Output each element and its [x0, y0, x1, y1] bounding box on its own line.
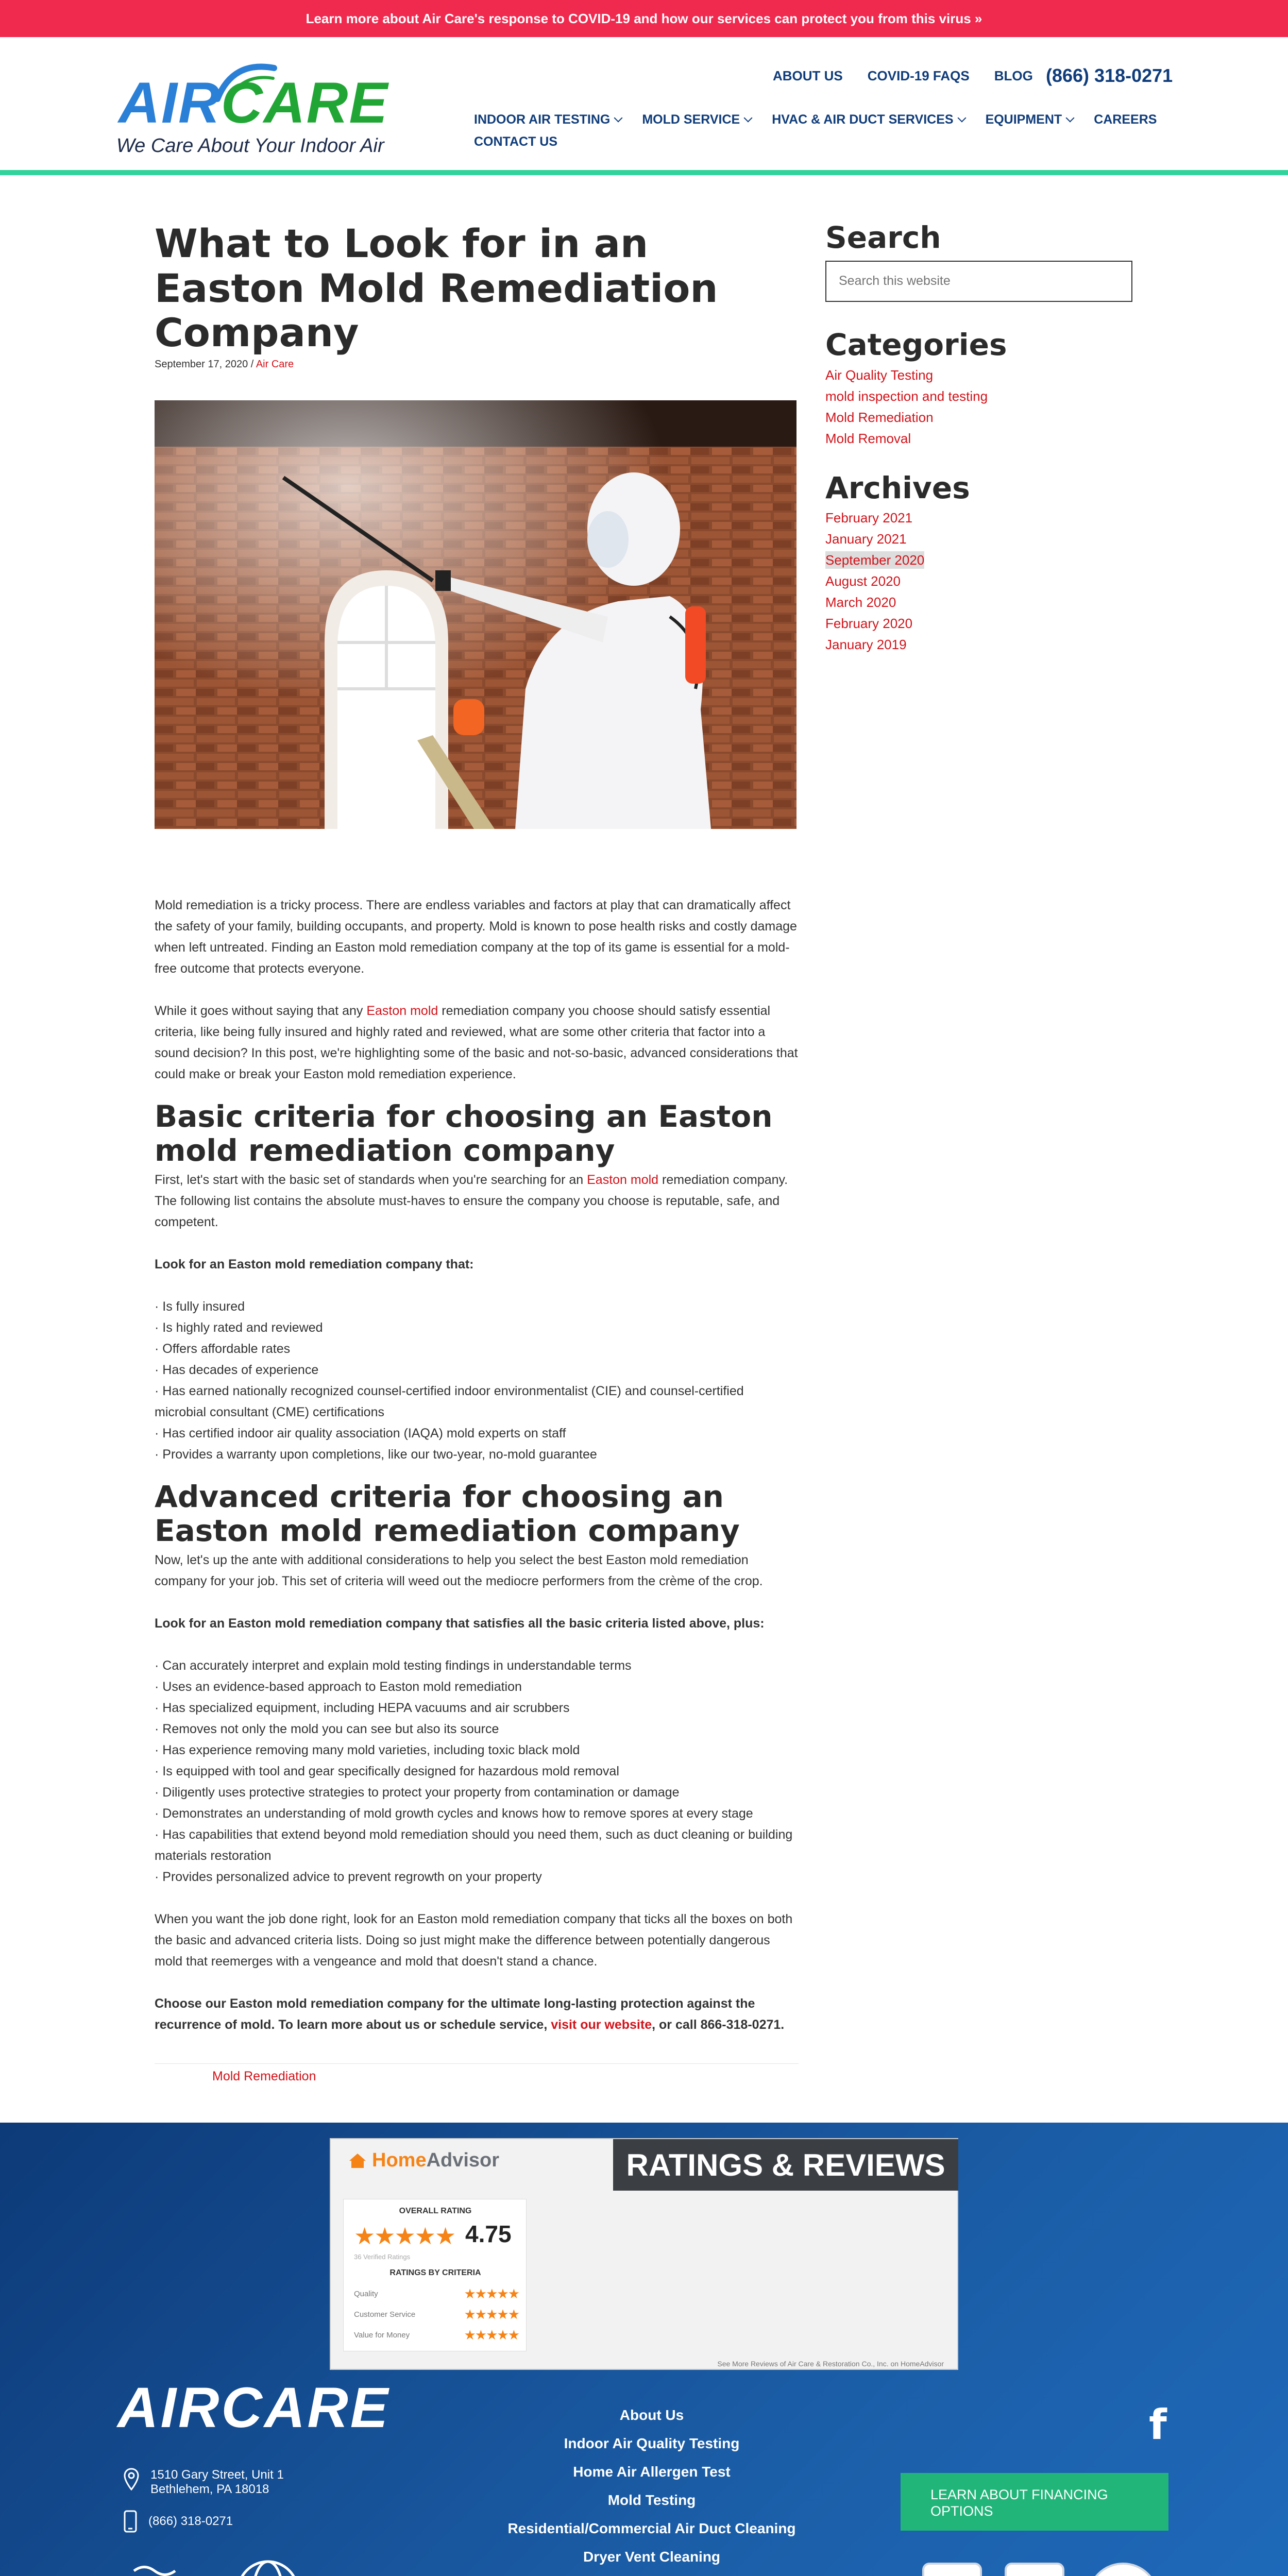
chevron-down-icon: [614, 113, 623, 122]
easton-mold-link-2[interactable]: Easton mold: [587, 1172, 659, 1187]
category-link[interactable]: mold inspection and testing: [825, 388, 988, 404]
basic-criteria-lead: Look for an Easton mold remediation company that:: [155, 1257, 474, 1272]
footer-nav-link[interactable]: Home Air Allergen Test: [573, 2464, 731, 2480]
post-category-link[interactable]: Mold Remediation: [155, 2063, 799, 2084]
iaqa-nadca-logos: [124, 2555, 340, 2576]
list-item: · Has specialized equipment, including HEPA vacuums and air scrubbers: [155, 1700, 570, 1715]
nav-mold-service[interactable]: MOLD SERVICE: [642, 112, 751, 127]
list-item: · Can accurately interpret and explain mold testing findings in understandable terms: [155, 1658, 632, 1673]
nav-about-us[interactable]: ABOUT US: [773, 68, 843, 83]
criteria-row: Value for Money ★★★★★: [354, 2327, 519, 2343]
archives-list: [825, 507, 1134, 655]
cta-paragraph: Choose our Easton mold remediation company for the ultimate long-lasting protection against the recurrence of mold. To learn more about us or schedule service, visit our website, or call 866-318-0271.: [155, 1996, 785, 2032]
search-heading: Search: [825, 220, 941, 255]
list-item: · Has earned nationally recognized counsel-certified indoor environmentalist (CIE) and counsel-certified microbial consultant (CME) certifications: [155, 1383, 744, 1419]
award-badges: [922, 2563, 1159, 2576]
categories-list: [825, 365, 1134, 449]
nav-blog[interactable]: BLOG: [994, 68, 1033, 83]
mold-technician-illustration: [155, 400, 796, 829]
footer-nav: [464, 2401, 840, 2576]
list-item: · Has capabilities that extend beyond mold remediation should you need them, such as duct cleaning or building materials restoration: [155, 1827, 793, 1863]
visit-website-link[interactable]: visit our website: [551, 2017, 652, 2032]
article-title: What to Look for in an Easton Mold Remediation Company: [155, 221, 718, 356]
list-item: · Provides a warranty upon completions, like our two-year, no-mold guarantee: [155, 1447, 597, 1462]
category-link[interactable]: Mold Remediation: [825, 409, 934, 425]
intro-paragraph: Mold remediation is a tricky process. There are endless variables and factors at play that can dramatically affect the safety of your family, building occupants, and property. Mold is known to pose health risks and costly damage when left untreated. Finding an Easton mold remediation company at the top of its game is essential for a mold-free outcome that protects everyone.: [155, 897, 797, 976]
footer-nav-link[interactable]: Residential/Commercial Air Duct Cleaning: [507, 2520, 796, 2536]
sidebar: [825, 222, 1134, 655]
site-logo[interactable]: [114, 53, 389, 161]
advanced-criteria-heading: Advanced criteria for choosing an Easton mold remediation company: [155, 1479, 740, 1548]
footer-logo[interactable]: AIRCARE: [117, 2376, 391, 2439]
nav-covid-faqs[interactable]: COVID-19 FAQS: [867, 68, 970, 83]
easton-mold-link[interactable]: Easton mold: [366, 1003, 438, 1018]
article-date: September 17, 2020: [155, 358, 248, 370]
list-item: · Has certified indoor air quality association (IAQA) mold experts on staff: [155, 1426, 566, 1440]
reviews-badge: [922, 2563, 982, 2576]
stars-icon: ★★★★★: [464, 2307, 519, 2322]
chevron-down-icon: [1066, 113, 1075, 122]
utility-nav: [773, 68, 1033, 84]
list-item: · Demonstrates an understanding of mold growth cycles and knows how to remove spores at every stage: [155, 1806, 753, 1821]
list-item: · Removes not only the mold you can see but also its source: [155, 1721, 499, 1736]
category-link[interactable]: Air Quality Testing: [825, 367, 934, 383]
chevron-down-icon: [957, 113, 966, 122]
list-item: · Is highly rated and reviewed: [155, 1320, 323, 1335]
footer-nav-link[interactable]: Mold Testing: [607, 2492, 696, 2508]
list-item: · Is fully insured: [155, 1299, 245, 1314]
article-meta: September 17, 2020 / Air Care: [155, 358, 294, 370]
list-item: · Diligently uses protective strategies to protect your property from contamination or damage: [155, 1785, 680, 1800]
nav-contact-us[interactable]: CONTACT US: [474, 134, 558, 149]
verified-ratings-count: 36 Verified Ratings: [354, 2253, 411, 2261]
footer-nav-link[interactable]: About Us: [619, 2407, 684, 2423]
logo-wordmark: AIRCARE: [118, 71, 389, 135]
phone-icon: [124, 2510, 137, 2533]
overall-rating-value: 4.75: [465, 2221, 512, 2247]
footer-address: 1510 Gary Street, Unit 1 Bethlehem, PA 18018: [124, 2468, 284, 2497]
map-pin-icon: [124, 2468, 139, 2490]
list-item: · Offers affordable rates: [155, 1341, 291, 1356]
main-nav: [474, 112, 1164, 149]
article: [155, 222, 799, 2084]
basic-criteria-list: [155, 1296, 799, 1465]
overall-stars-icon: ★★★★★: [354, 2223, 455, 2249]
header-phone[interactable]: (866) 318-0271: [1046, 65, 1173, 86]
second-paragraph: While it goes without saying that any Easton mold remediation company you choose should satisfy essential criteria, like being fully insured and highly rated and reviewed, what are some other criteria that factor into a sound decision? In this post, we're highlighting some of the basic and not-so-basic, advanced considerations that could make or break your Easton mold remediation experience.: [155, 1003, 798, 1081]
search-input[interactable]: [825, 261, 1132, 302]
financing-button[interactable]: LEARN ABOUT FINANCING OPTIONS: [901, 2473, 1168, 2531]
association-logos: [124, 2555, 340, 2576]
homeadvisor-widget[interactable]: [330, 2138, 958, 2370]
archive-link[interactable]: January 2019: [825, 637, 907, 653]
nav-hvac-air-duct[interactable]: HVAC & AIR DUCT SERVICES: [772, 112, 964, 127]
stars-icon: ★★★★★: [464, 2327, 519, 2343]
site-footer: [0, 2123, 1288, 2576]
footer-phone[interactable]: (866) 318-0271: [124, 2510, 233, 2533]
covid-banner[interactable]: [0, 0, 1288, 37]
rating-card: [343, 2199, 527, 2351]
archive-link[interactable]: January 2021: [825, 531, 907, 547]
list-item: · Has experience removing many mold varieties, including toxic black mold: [155, 1742, 580, 1757]
screened-badge: [1005, 2563, 1064, 2576]
criteria-row: Quality ★★★★★: [354, 2286, 519, 2301]
list-item: · Provides personalized advice to prevent regrowth on your property: [155, 1869, 542, 1884]
stars-icon: ★★★★★: [464, 2286, 519, 2301]
basic-criteria-heading: Basic criteria for choosing an Easton mold remediation company: [155, 1098, 773, 1168]
list-item: · Has decades of experience: [155, 1362, 319, 1377]
homeadvisor-more-link[interactable]: See More Reviews of Air Care & Restoration Co., Inc. on HomeAdvisor: [717, 2360, 944, 2368]
basic-criteria-intro: First, let's start with the basic set of standards when you're searching for an Easton mold remediation company. The following list contains the absolute must-haves to ensure the company you choose is reputable, safe, and competent.: [155, 1172, 788, 1229]
best-of-badge: [1087, 2563, 1159, 2576]
nav-equipment[interactable]: EQUIPMENT: [986, 112, 1074, 127]
criteria-label: RATINGS BY CRITERIA: [389, 2268, 481, 2277]
house-icon: [347, 2151, 368, 2170]
overall-rating-label: OVERALL RATING: [399, 2207, 472, 2215]
article-hero-image: [155, 400, 796, 829]
archives-heading: Archives: [825, 470, 970, 505]
advanced-criteria-lead: Look for an Easton mold remediation company that satisfies all the basic criteria listed above, plus:: [155, 1616, 765, 1631]
ratings-reviews-title: RATINGS & REVIEWS: [613, 2139, 958, 2191]
list-item: · Uses an evidence-based approach to Easton mold remediation: [155, 1679, 522, 1694]
archive-link[interactable]: February 2020: [825, 616, 913, 632]
article-author-link[interactable]: Air Care: [256, 358, 294, 370]
advanced-criteria-intro: Now, let's up the ante with additional considerations to help you select the best Easton mold remediation company for your job. This set of criteria will weed out the mediocre performers from the crème of the crop.: [155, 1552, 763, 1588]
logo-tagline: We Care About Your Indoor Air: [116, 135, 384, 157]
list-item: · Is equipped with tool and gear specifically designed for hazardous mold removal: [155, 1764, 619, 1778]
categories-heading: Categories: [825, 327, 1007, 362]
nav-indoor-air-testing[interactable]: INDOOR AIR TESTING: [474, 112, 621, 127]
archive-link[interactable]: March 2020: [825, 595, 896, 611]
covid-banner-text[interactable]: Learn more about Air Care's response to COVID-19 and how our services can protect you from this virus »: [306, 10, 982, 26]
closing-paragraph: When you want the job done right, look for an Easton mold remediation company that ticks all the boxes on both the basic and advanced criteria lists. Doing so just might make the difference between potentially dangerous mold that reemerges with a vengeance and mold that doesn't stand a chance.: [155, 1911, 793, 1969]
site-header: [0, 37, 1288, 175]
footer-nav-link[interactable]: [464, 2571, 840, 2576]
chevron-down-icon: [744, 113, 753, 122]
advanced-criteria-list: [155, 1655, 799, 1888]
archive-link-current[interactable]: September 2020: [825, 552, 925, 568]
category-link[interactable]: Mold Removal: [825, 430, 911, 446]
nav-careers[interactable]: CAREERS: [1094, 112, 1157, 127]
criteria-row: Customer Service ★★★★★: [354, 2307, 519, 2322]
homeadvisor-logo: HomeAdvisor: [347, 2149, 499, 2172]
archive-link[interactable]: August 2020: [825, 573, 901, 589]
facebook-icon[interactable]: f: [1149, 2401, 1167, 2449]
footer-nav-link[interactable]: Indoor Air Quality Testing: [564, 2435, 740, 2451]
footer-nav-link[interactable]: Dryer Vent Cleaning: [583, 2549, 721, 2565]
archive-link[interactable]: February 2021: [825, 510, 913, 526]
